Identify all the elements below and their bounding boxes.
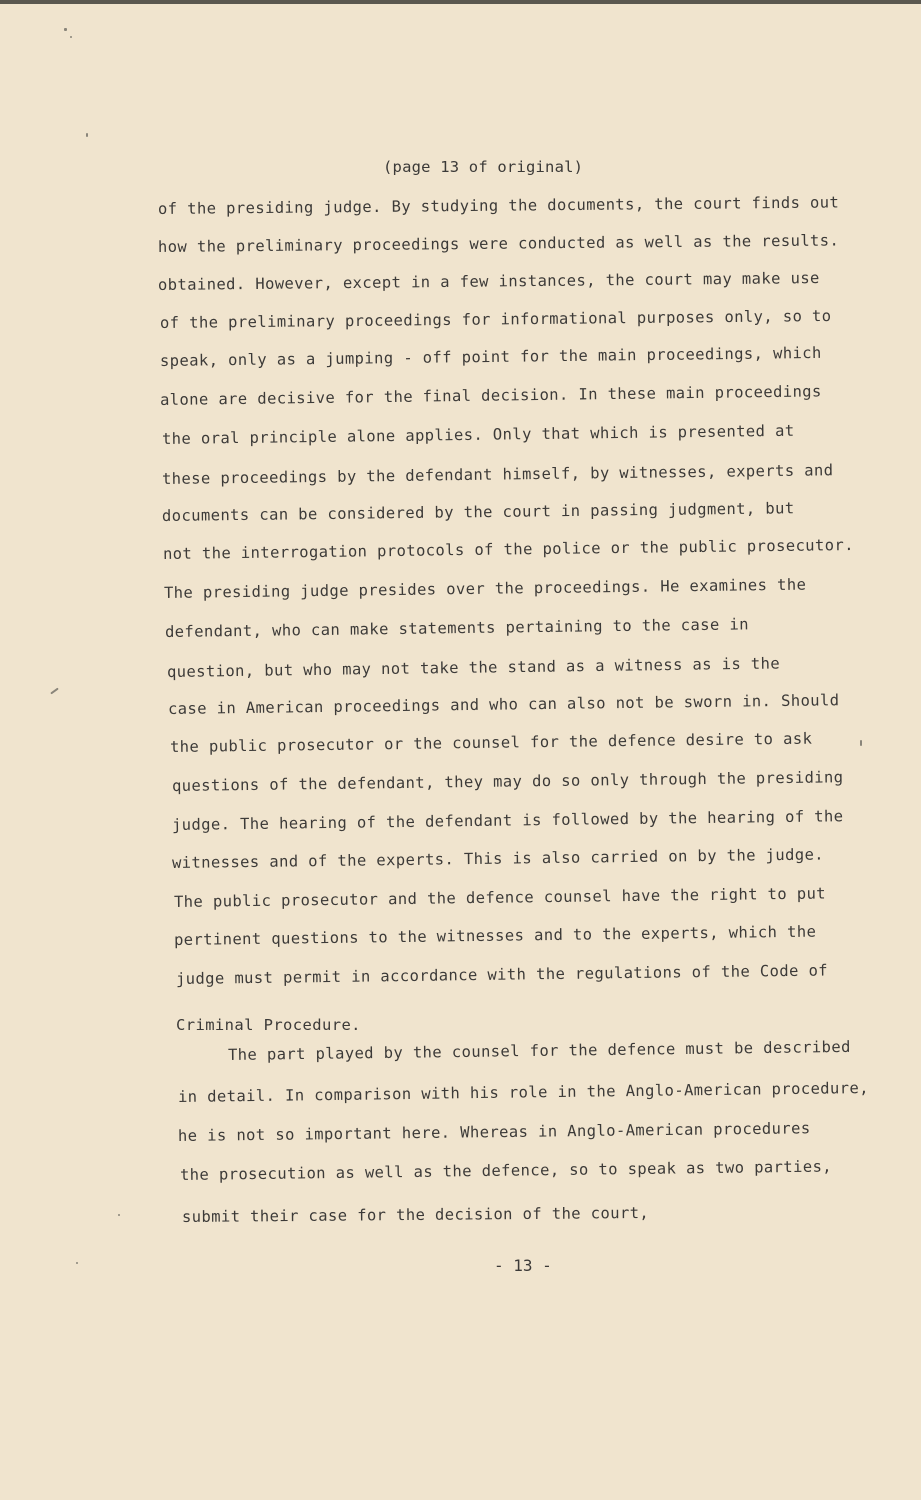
text-line: Criminal Procedure. — [176, 1016, 361, 1034]
page-header: (page 13 of original) — [383, 158, 584, 176]
text-line: the public prosecutor or the counsel for the defence desire to ask — [169, 729, 813, 756]
text-line: question, but who may not take the stand as a witness as is the — [166, 654, 781, 681]
text-line: questions of the defendant, they may do so only through the presiding — [171, 768, 844, 795]
text-line: judge. The hearing of the defendant is followed by the hearing of the — [171, 807, 844, 834]
text-line: these proceedings by the defendant himself, by witnesses, experts and — [161, 461, 834, 488]
paper-speck — [70, 36, 72, 38]
text-line: the prosecution as well as the defence, so to speak as two parties, — [179, 1157, 833, 1184]
scan-top-edge — [0, 0, 921, 4]
paper-speck — [860, 740, 862, 746]
text-line: speak, only as a jumping - off point for the main proceedings, which — [159, 343, 822, 370]
text-line: The public prosecutor and the defence counsel have the right to put — [173, 884, 827, 911]
text-line: not the interrogation protocols of the police or the public prosecutor. — [162, 535, 855, 563]
paper-speck — [50, 688, 59, 695]
text-line: documents can be considered by the court in passing judgment, but — [161, 499, 795, 525]
text-line: of the preliminary proceedings for informational purposes only, so to — [159, 306, 832, 332]
text-line: The presiding judge presides over the proceedings. He examines the — [163, 575, 807, 602]
text-line: pertinent questions to the witnesses and to the experts, which the — [173, 922, 817, 949]
text-line: how the preliminary proceedings were conducted as well as the results. — [157, 231, 840, 256]
text-line: The part played by the counsel for the defence must be described — [227, 1037, 851, 1064]
text-line: obtained. However, except in a few instances, the court may make use — [157, 269, 820, 294]
text-line: submit their case for the decision of the court, — [181, 1203, 650, 1226]
text-line: the oral principle alone applies. Only that which is presented at — [161, 421, 795, 448]
paper-speck — [64, 28, 67, 31]
text-line: witnesses and of the experts. This is also carried on by the judge. — [171, 845, 825, 872]
text-line: in detail. In comparison with his role in the Anglo-American procedure, — [177, 1078, 870, 1106]
text-line: defendant, who can make statements pertaining to the case in — [164, 615, 749, 641]
text-line: judge must permit in accordance with the regulations of the Code of — [175, 961, 829, 988]
page-number: - 13 - — [494, 1256, 552, 1275]
text-line: alone are decisive for the final decision. In these main proceedings — [159, 382, 822, 409]
text-line: of the presiding judge. By studying the documents, the court finds out — [157, 193, 840, 218]
paper-speck — [86, 133, 88, 137]
paper-speck — [76, 1262, 78, 1264]
text-line: he is not so important here. Whereas in Anglo-American procedures — [177, 1119, 811, 1145]
text-line: case in American proceedings and who can also not be sworn in. Should — [167, 691, 840, 718]
paper-speck — [118, 1214, 120, 1216]
